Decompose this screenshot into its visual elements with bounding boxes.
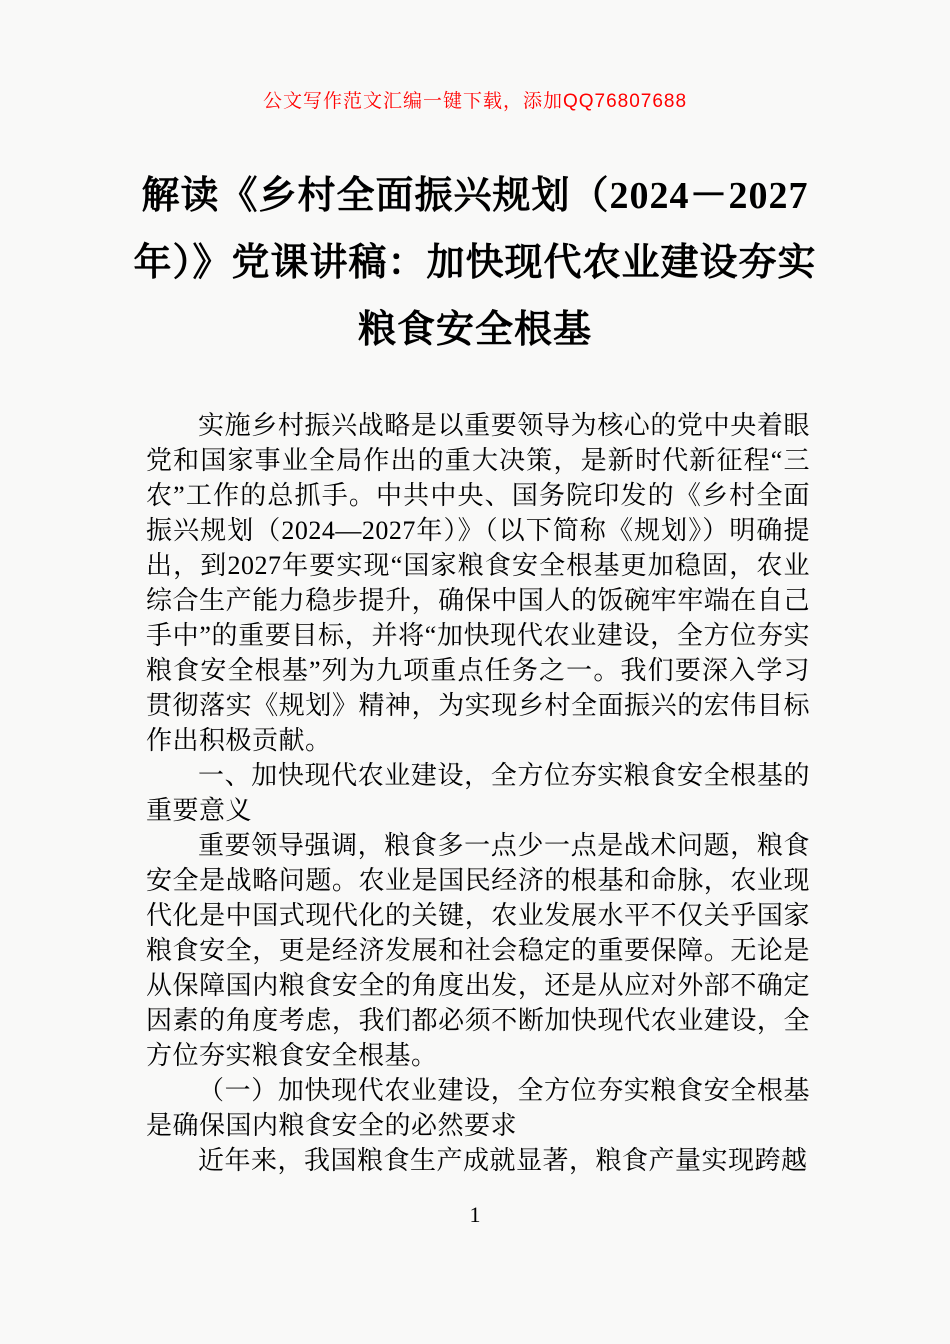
document-title: 解读《乡村全面振兴规划（2024－2027年）》党课讲稿：加快现代农业建设夯实粮食安全根基 (133, 175, 817, 351)
paragraph-intro: 实施乡村振兴战略是以重要领导为核心的党中央着眼党和国家事业全局作出的重大决策，是新时代新征程“三农”工作的总抓手。中共中央、国务院印发的《乡村全面振兴规划（2024—2027年）》（以下简称《规划》）明确提出，到2027年要实现“国家粮食安全根基更加稳固，农业综合生产能力稳步提升，确保中国人的饭碗牢牢端在自己手中”的重要目标，并将“加快现代农业建设，全方位夯实粮食安全根基”列为九项重点任务之一。我们要深入学习贯彻落实《规划》精神，为实现乡村全面振兴的宏伟目标作出积极贡献。 (146, 411, 810, 755)
document-body (146, 408, 810, 1178)
paragraph-subsection-1-1-body: 近年来，我国粮食生产成就显著，粮食产量实现跨越 (198, 1146, 808, 1175)
heading-section-1: 一、加快现代农业建设，全方位夯实粮食安全根基的重要意义 (146, 761, 810, 825)
page-number: 1 (469, 1202, 481, 1227)
paragraph-section-1-body: 重要领导强调，粮食多一点少一点是战术问题，粮食安全是战略问题。农业是国民经济的根基和命脉，农业现代化是中国式现代化的关键，农业发展水平不仅关乎国家粮食安全，更是经济发展和社会稳定的重要保障。无论是从保障国内粮食安全的角度出发，还是从应对外部不确定因素的角度考虑，我们都必须不断加快现代农业建设，全方位夯实粮食安全根基。 (146, 831, 810, 1070)
heading-subsection-1-1: （一）加快现代农业建设，全方位夯实粮食安全根基是确保国内粮食安全的必然要求 (146, 1076, 810, 1140)
header-notice: 公文写作范文汇编一键下载，添加QQ76807688 (262, 91, 688, 112)
